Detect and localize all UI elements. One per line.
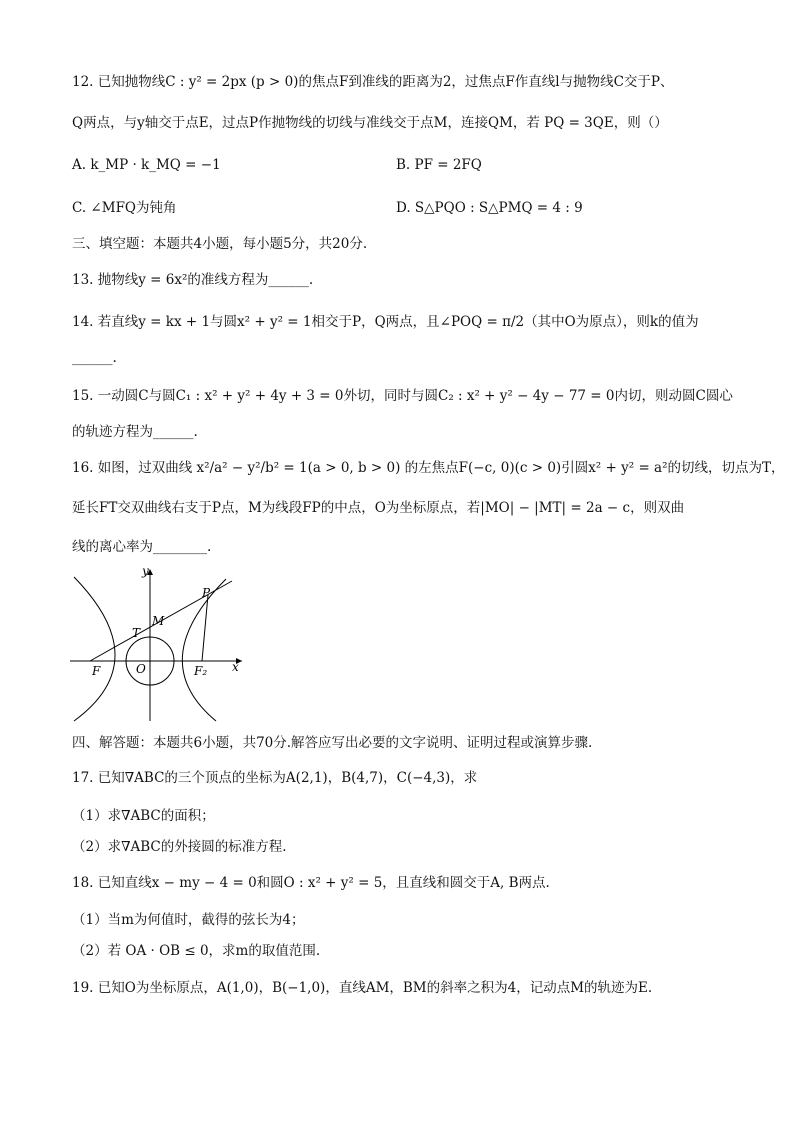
q18-part1: （1）当m为何值时，截得的弦长为4； (72, 912, 305, 928)
q12-option-b: B. PF = 2FQ (396, 157, 482, 173)
q17-line1: 17. 已知∇ABC的三个顶点的坐标为A(2,1)，B(4,7)，C(−4,3)，求 (72, 770, 478, 786)
label-t: T (132, 626, 141, 640)
label-y: y (142, 565, 149, 578)
q15-line1: 15. 一动圆C与圆C₁ : x² + y² + 4y + 3 = 0外切，同时与圆C₂ : x² + y² − 4y − 77 = 0内切，则动圆C圆心 (72, 388, 733, 404)
q13: 13. 抛物线y = 6x²的准线方程为______. (72, 272, 314, 288)
label-o: O (136, 662, 146, 676)
hyperbola-left-branch (74, 577, 115, 721)
label-f: F (92, 664, 101, 678)
label-p: P (202, 586, 211, 600)
q18-part2: （2）若 OA · OB ≤ 0，求m的取值范围. (72, 943, 321, 959)
label-f2: F₂ (194, 664, 208, 678)
q16-line1: 16. 如图，过双曲线 x²/a² − y²/b² = 1(a > 0, b > 0) 的左焦点F(−c, 0)(c > 0)引圆x² + y² = a²的切线，切点为T， (72, 460, 785, 476)
q12-line2: Q两点，与y轴交于点E，过点P作抛物线的切线与准线交于点M，连接QM，若 PQ = 3QE，则（） (72, 115, 668, 131)
hyperbola-right-branch (182, 579, 226, 721)
q17-part2: （2）求∇ABC的外接圆的标准方程. (72, 839, 287, 855)
section-4-heading: 四、解答题：本题共6小题，共70分.解答应写出必要的文字说明、证明过程或演算步骤. (72, 735, 593, 751)
q14-line1: 14. 若直线y = kx + 1与圆x² + y² = 1相交于P，Q两点，且∠POQ = π/2（其中O为原点），则k的值为 (72, 314, 699, 330)
section-3-heading: 三、填空题：本题共4小题，每小题5分，共20分. (72, 236, 368, 252)
q16-line3: 线的离心率为________. (72, 539, 212, 555)
q12-line1: 12. 已知抛物线C : y² = 2px (p > 0)的焦点F到准线的距离为2，过焦点F作直线l与抛物线C交于P、 (72, 74, 674, 90)
q19-line1: 19. 已知O为坐标原点，A(1,0)，B(−1,0)，直线AM，BM的斜率之积为4，记动点M的轨迹为E. (72, 980, 653, 996)
q15-line2: 的轨迹方程为______. (72, 424, 198, 440)
q16-line2: 延长FT交双曲线右支于P点，M为线段FP的中点，O为坐标原点，若|MO| − |MT| = 2a − c，则双曲 (72, 500, 685, 516)
q12-option-c: C. ∠MFQ为钝角 (72, 200, 177, 216)
q14-line2: ______. (72, 350, 117, 366)
q18-line1: 18. 已知直线x − my − 4 = 0和圆O : x² + y² = 5，且直线和圆交于A, B两点. (72, 875, 550, 891)
label-x: x (232, 660, 239, 674)
hyperbola-figure (66, 565, 246, 725)
hyperbola-diagram (66, 565, 246, 725)
q17-part1: （1）求∇ABC的面积； (72, 808, 215, 824)
q12-option-a: A. k_MP · k_MQ = −1 (72, 157, 221, 173)
label-m: M (152, 614, 165, 628)
segment-pf2 (202, 595, 208, 661)
q12-option-d: D. S△PQO : S△PMQ = 4 : 9 (396, 200, 583, 216)
